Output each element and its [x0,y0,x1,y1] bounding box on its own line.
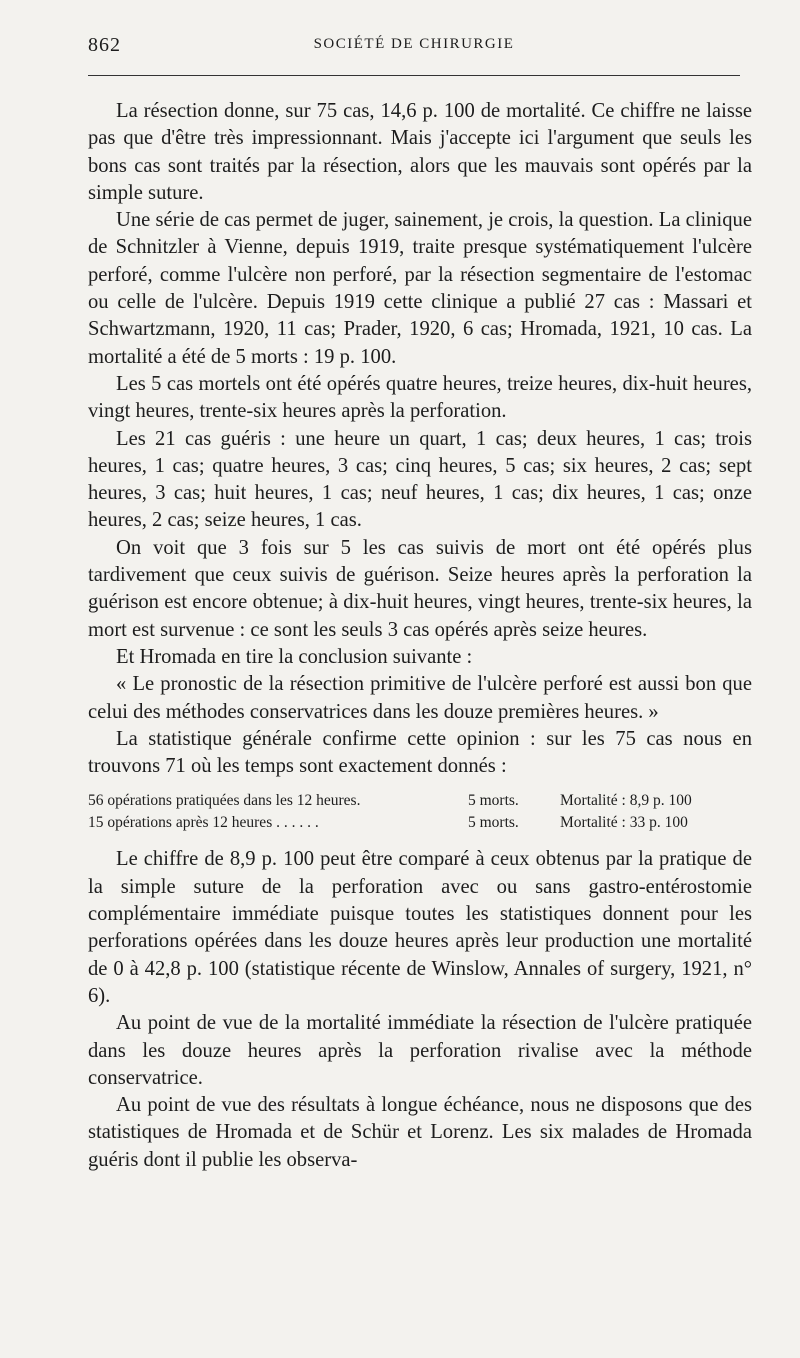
running-title: SOCIÉTÉ DE CHIRURGIE [313,36,515,52]
stat-deaths: 5 morts. [468,814,519,832]
stat-deaths: 5 morts. [468,792,519,810]
paragraph: Et Hromada en tire la conclusion suivante : [116,645,473,668]
page-header [88,34,740,58]
paragraph: Le chiffre de 8,9 p. 100 peut être comparé à ceux obtenus par la pratique de la simple suture de la perforation avec ou sans gastro-entérostomie complémentaire immédiate puisque toutes les statistiques donnent pour les perforations opérées dans les douze heures après leur production une mortalité de 0 à 42,8 p. 100 (statistique récente de Winslow, Annales of surgery, 1921, n° 6). [88,848,752,1007]
paragraph: Les 5 cas mortels ont été opérés quatre heures, treize heures, dix-huit heures, vingt heures, trente-six heures après la perforation. [88,372,752,423]
body-text [88,98,752,1174]
stat-operations: 56 opérations pratiquées dans les 12 heures. [88,792,361,810]
paragraph: Les 21 cas guéris : une heure un quart, 1 cas; deux heures, 1 cas; trois heures, 1 cas; quatre heures, 3 cas; cinq heures, 5 cas; six heures, 2 cas; sept heures, 3 cas; huit heures, 1 cas; neuf heures, 1 cas; dix heures, 1 cas; onze heures, 2 cas; seize heures, 1 cas. [88,427,752,532]
stat-operations: 15 opérations après 12 heures . . . . . . [88,814,319,832]
paragraph: La résection donne, sur 75 cas, 14,6 p. 100 de mortalité. Ce chiffre ne laisse pas que d'être très impressionnant. Mais j'accepte ici l'argument que seuls les bons cas sont traités par la résection, alors que les mauvais sont opérés par la simple suture. [88,100,752,204]
paragraph: On voit que 3 fois sur 5 les cas suivis de mort ont été opérés plus tardivement que ceux suivis de guérison. Seize heures après la perforation la guérison est encore obtenue; à dix-huit heures, vingt heures, trente-six heures, la mort est survenue : ce sont les seuls 3 cas opérés après seize heures. [88,536,752,641]
stat-mortality: Mortalité : 8,9 p. 100 [560,792,692,810]
header-rule [88,75,740,76]
quote-paragraph: « Le pronostic de la résection primitive de l'ulcère perforé est aussi bon que celui des méthodes conservatrices dans les douze premières heures. » [88,673,752,723]
paragraph: Au point de vue des résultats à longue échéance, nous ne disposons que des statistiques de Hromada et de Schür et Lorenz. Les six malades de Hromada guéris dont il publie les observa- [88,1094,752,1171]
stat-row [88,812,752,834]
paragraph: Au point de vue de la mortalité immédiate la résection de l'ulcère pratiquée dans les douze heures après la perforation rivalise avec la méthode conservatrice. [88,1012,752,1089]
page-number: 862 [88,34,121,56]
stat-mortality: Mortalité : 33 p. 100 [560,814,688,832]
statistics-table [88,790,752,834]
paragraph: La statistique générale confirme cette opinion : sur les 75 cas nous en trouvons 71 où les temps sont exactement donnés : [88,727,752,778]
stat-row [88,790,752,812]
paragraph: Une série de cas permet de juger, sainement, je crois, la question. La clinique de Schnitzler à Vienne, depuis 1919, traite presque systématiquement l'ulcère perforé, comme l'ulcère non perforé, par la résection segmentaire de l'estomac ou celle de l'ulcère. Depuis 1919 cette clinique a publié 27 cas : Massari et Schwartzmann, 1920, 11 cas; Prader, 1920, 6 cas; Hromada, 1921, 10 cas. La mortalité a été de 5 morts : 19 p. 100. [88,209,752,368]
